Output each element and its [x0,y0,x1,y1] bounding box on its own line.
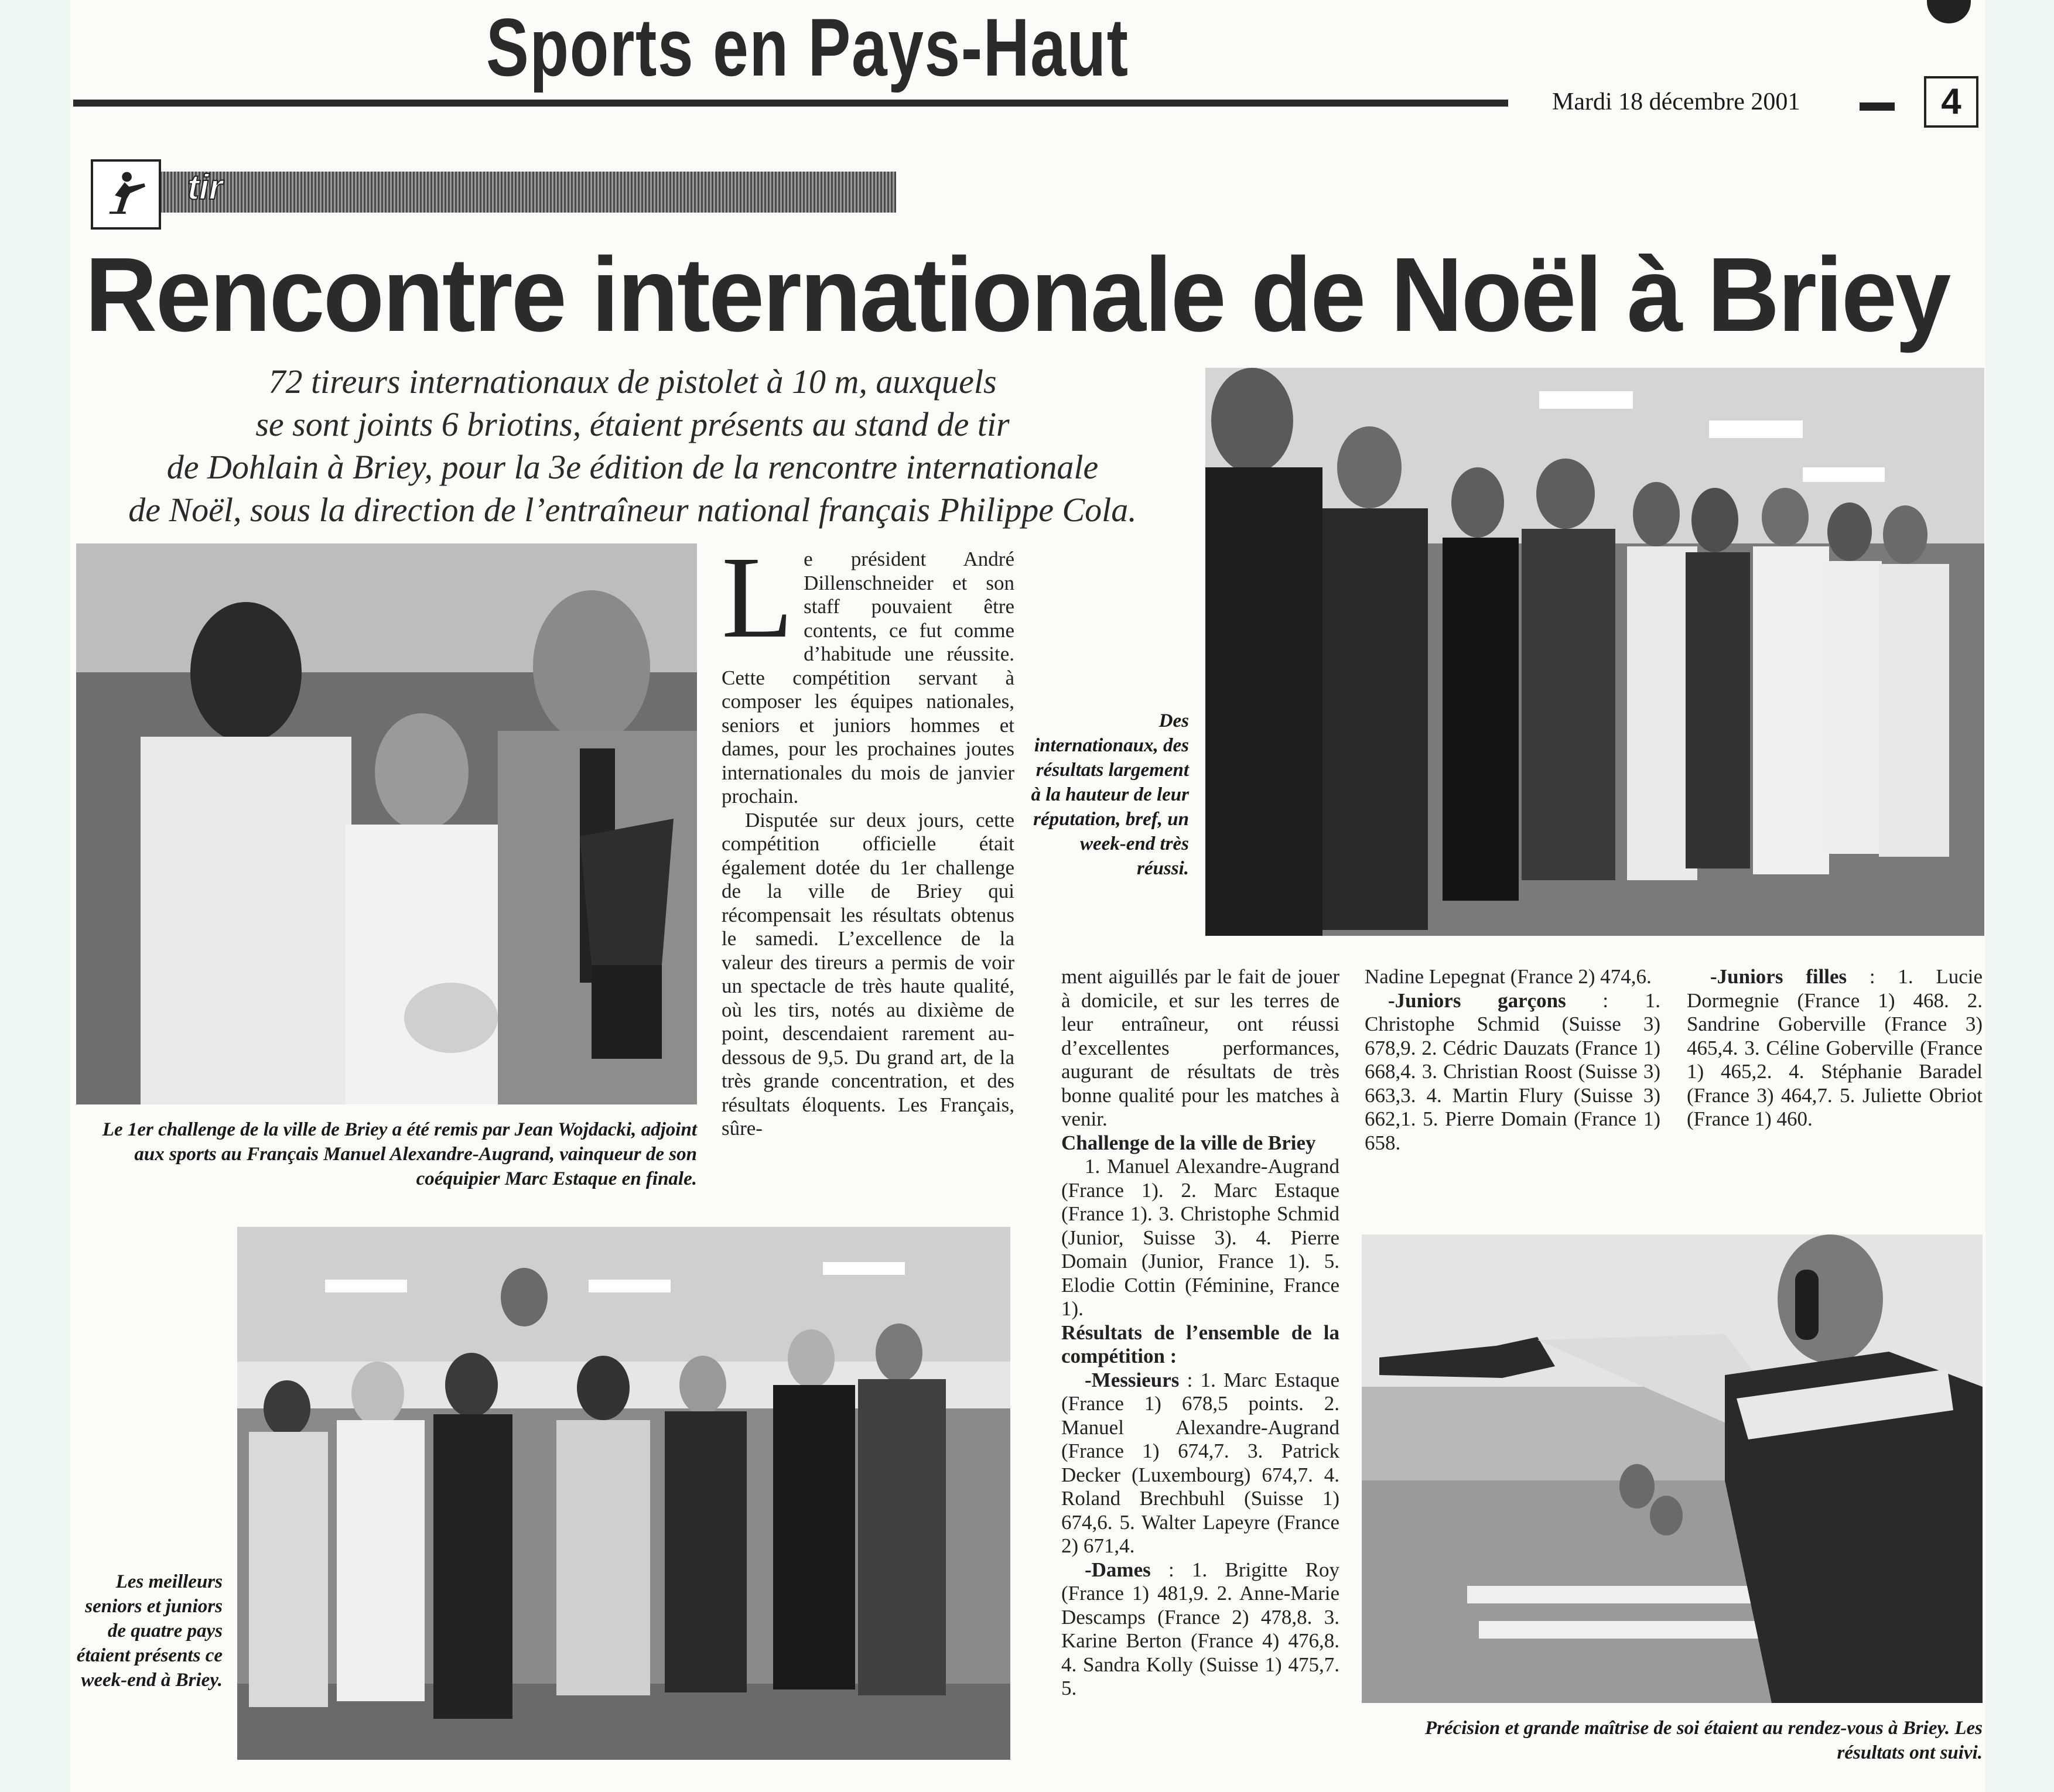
drop-cap: L [722,533,794,662]
section-title: Sports en Pays-Haut [486,1,1129,93]
article-column-3 [1365,965,1660,1155]
article-column-2 [1061,965,1339,1701]
shooter-icon [91,159,161,230]
photo-internationals-group [1205,368,1984,936]
dames-results: : 1. Brigitte Roy (France 1) 481,9. 2. Anne-Marie Descamps (France 2) 478,8. 3. Karine Berton (France 4) 476,8. 4. Sandra Kolly (Suisse 1) 475,7. 5. [1061,1558,1339,1699]
article-paragraph: Disputée sur deux jours, cette compétition officielle était également dotée du 1er challenge de la ville de Briey qui récompensait les résultats obtenus le samedi. L’excellence de la valeur des tireurs a permis de voir un spectacle de très haute qualité, où les tirs, notés au dixième de point, descendaient rarement au-dessous de 9,5. Du grand art, de la très grande concentration, et des résultats éloquents. Les Français, sûre- [722,808,1014,1140]
article-column-1 [722,533,1014,1141]
lead-line: de Dohlain à Briey, pour la 3e édition de la rencontre internationale [166,448,1099,486]
messieurs-results: : 1. Marc Estaque (France 1) 678,5 points. 2. Manuel Alexandre-Augrand (France 1) 674,7. 3. Patrick Decker (Luxembourg) 674,7. 4. Roland Brechbuhl (Suisse 1) 674,6. 5. Walter Lapeyre (France 2) 671,4. [1061,1368,1339,1557]
category-label: -Juniors garçons [1388,989,1566,1012]
caption-trophy: Le 1er challenge de la ville de Briey a été remis par Jean Wojdacki, adjoint aux sports au Français Manuel Alexandre-Augrand, vainqueur de son coéquipier Marc Estaque en finale. [102,1119,697,1189]
subhead-challenge: Challenge de la ville de Briey [1061,1131,1316,1154]
header-dash [1860,102,1895,111]
challenge-results: 1. Manuel Alexandre-Augrand (France 1). 2. Marc Estaque (France 1). 3. Christophe Schmid (Junior, Suisse 3). 4. Pierre Domain (Junior, France 1). 5. Elodie Cottin (Féminine, France 1). [1061,1155,1339,1320]
photo-shooter [1362,1234,1983,1703]
headline: Rencontre internationale de Noël à Briey [85,236,1950,354]
juniors-garcons-results: : 1. Christophe Schmid (Suisse 3) 678,9. 2. Cédric Dauzats (France 1) 668,4. 3. Christian Roost (Suisse 3) 663,3. 4. Martin Flury (Suisse 3) 662,1. 5. Pierre Domain (France 1) 658. [1365,989,1661,1154]
category-label: -Messieurs [1085,1368,1180,1391]
photo-juniors-group [237,1227,1010,1760]
caption-juniors: Les meilleurs seniors et juniors de quatre pays étaient présents ce week-end à Briey. [76,1571,223,1691]
dames-results-continued: Nadine Lepegnat (France 2) 474,6. [1365,965,1652,988]
page-number: 4 [1924,76,1978,128]
article-paragraph: e président André Dillenschneider et son staff pouvaient être contents, ce fut comme d’habitude une réussite. Cette compétition servant à composer les équipes nationales, seniors et juniors hommes et dames, pour les prochaines joutes internationales du mois de janvier prochain. [722,548,1014,808]
issue-date: Mardi 18 décembre 2001 [1552,88,1800,115]
caption-shooter: Précision et grande maîtrise de soi étaient au rendez-vous à Briey. Les résultats ont suivi. [1424,1718,1983,1763]
lead-line: 72 tireurs internationaux de pistolet à 10 m, auxquels [268,362,997,401]
rubric-label: tir [187,167,223,207]
article-column-4 [1687,965,1983,1131]
subhead-results: Résultats de l’ensemble de la compétition : [1061,1321,1339,1367]
lead-line: de Noël, sous la direction de l’entraîneur national français Philippe Cola. [128,491,1137,529]
category-label: -Dames [1085,1558,1151,1581]
rubric-bar [114,172,896,213]
lead-line: se sont joints 6 briotins, étaient présents au stand de tir [255,405,1010,443]
photo-trophy-handover [76,543,697,1104]
category-label: -Juniors filles [1710,965,1847,988]
lead-paragraph [82,360,1183,531]
article-paragraph: ment aiguillés par le fait de jouer à domicile, et sur les terres de leur entraîneur, ont réussi d’excellentes performances, augurant de résultats de très bonne qualité pour les matches à venir. [1061,965,1339,1130]
juniors-filles-results: : 1. Lucie Dormegnie (France 1) 468. 2. Sandrine Goberville (France 3) 465,4. 3. Céline Goberville (France 1) 465,2. 4. Stéphanie Baradel (France 3) 464,7. 5. Juliette Obriot (France 1) 460. [1687,965,1983,1130]
caption-internationals: Des internationaux, des résultats largement à la hauteur de leur réputation, bref, un week-end très réussi. [1031,710,1189,879]
header-rule [73,100,1508,107]
